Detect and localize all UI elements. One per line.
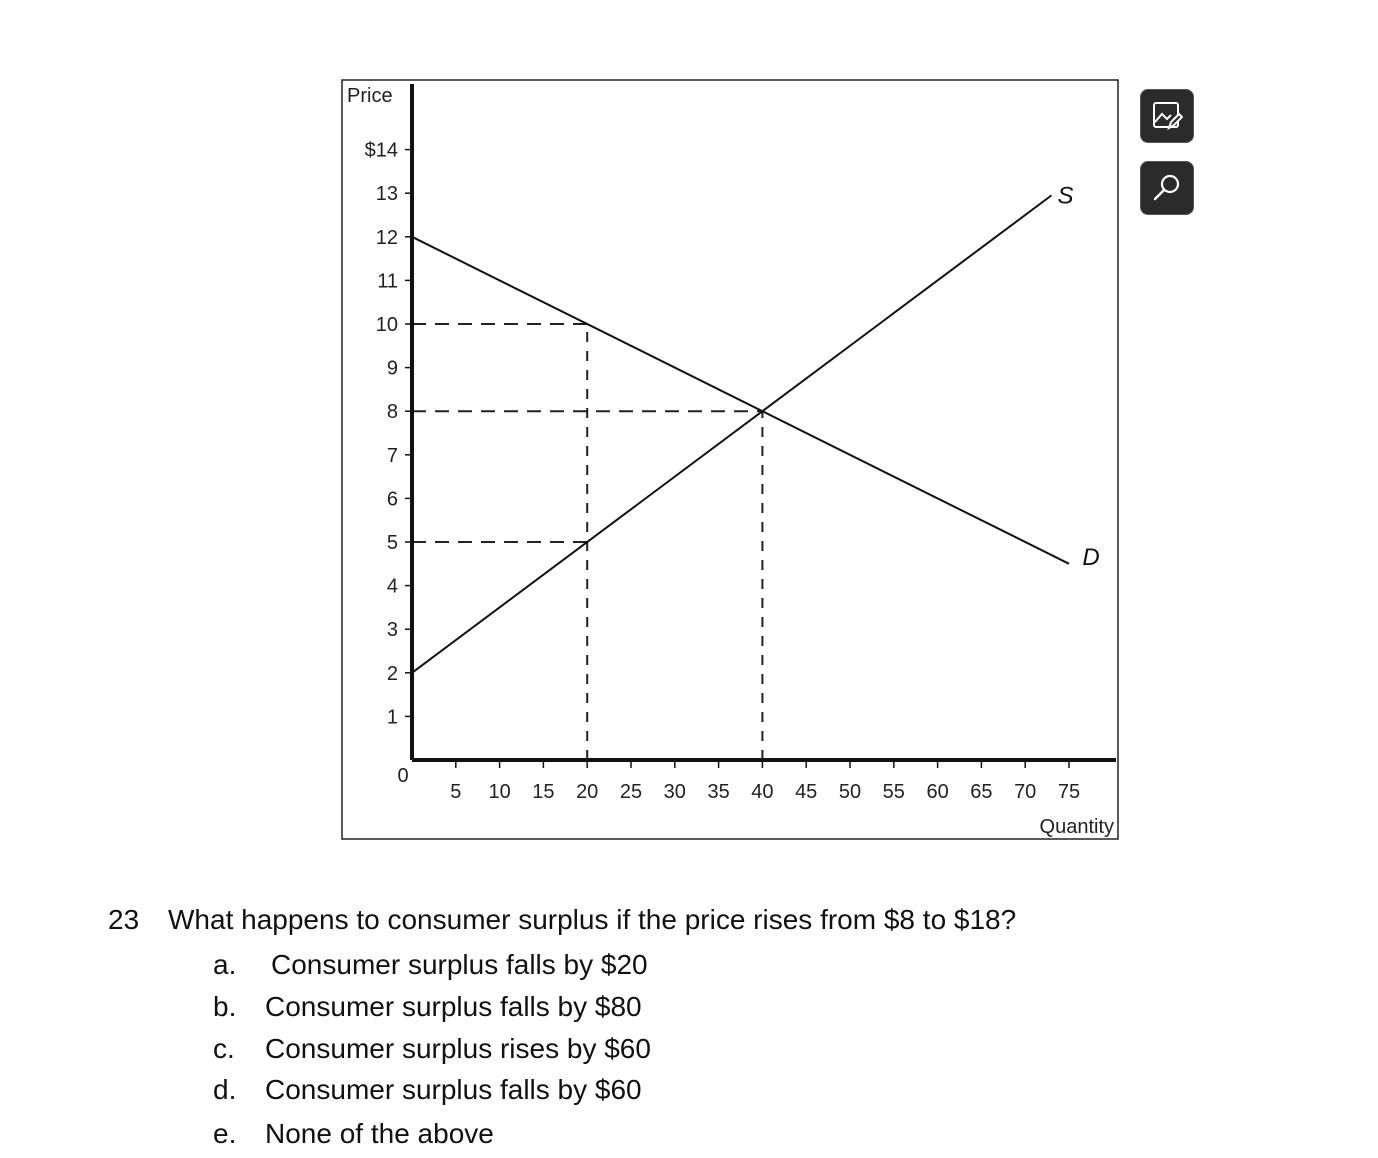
option-letter: b.: [213, 991, 237, 1022]
x-tick-label: 5: [450, 781, 462, 803]
x-tick-label: 10: [488, 781, 511, 803]
option-b[interactable]: [213, 991, 642, 1023]
y-tick-label: 11: [377, 270, 398, 293]
x-tick-label: 70: [1014, 781, 1037, 803]
x-tick-label: 20: [576, 781, 599, 803]
y-tick-label: 13: [375, 183, 398, 206]
option-text: None of the above: [265, 1118, 494, 1149]
x-tick-label: 30: [663, 781, 686, 803]
chart-frame: [342, 80, 1118, 839]
x-tick-label: 50: [838, 781, 862, 803]
y-tick-label: 8: [386, 401, 398, 424]
image-edit-icon: [1151, 100, 1183, 132]
y-axis-label: Price: [347, 85, 393, 107]
option-e[interactable]: [213, 1118, 494, 1150]
question-number: 23: [108, 904, 140, 935]
y-tick-label: 3: [386, 619, 398, 642]
option-text: Consumer surplus falls by $20: [271, 949, 648, 980]
x-tick-label: 25: [619, 781, 643, 803]
x-tick-label: 55: [882, 781, 905, 803]
y-tick-label: 6: [386, 488, 398, 511]
option-text: Consumer surplus rises by $60: [265, 1033, 651, 1064]
option-d[interactable]: [213, 1074, 642, 1106]
question-text: What happens to consumer surplus if the price rises from $8 to $18?: [168, 904, 1017, 935]
option-text: Consumer surplus falls by $80: [265, 991, 642, 1022]
x-tick-label: 45: [795, 781, 818, 803]
search-icon: [1151, 172, 1183, 204]
y-tick-label: 1: [386, 706, 398, 729]
y-tick-label: 7: [386, 444, 398, 467]
option-text: Consumer surplus falls by $60: [265, 1074, 642, 1105]
option-letter: e.: [213, 1118, 237, 1149]
y-tick-label: $14: [364, 139, 398, 162]
x-tick-label: 35: [707, 781, 730, 803]
x-tick-label: 40: [751, 781, 774, 803]
x-tick-label: 60: [926, 781, 949, 803]
option-a[interactable]: [213, 949, 648, 981]
y-tick-label: 2: [386, 662, 398, 685]
option-letter: d.: [213, 1074, 237, 1105]
option-letter: c.: [213, 1033, 235, 1064]
y-tick-label: 12: [375, 226, 398, 249]
x-axis-label: Quantity: [1039, 816, 1114, 838]
zoom-button[interactable]: [1140, 161, 1194, 215]
x-tick-label: 65: [970, 781, 993, 803]
option-c[interactable]: [213, 1033, 651, 1065]
series-label-d: D: [1082, 543, 1100, 571]
x-tick-label: 75: [1057, 781, 1081, 803]
image-edit-button[interactable]: [1140, 89, 1194, 143]
option-letter: a.: [213, 949, 237, 980]
series-label-s: S: [1057, 182, 1074, 210]
y-tick-label: 5: [386, 532, 398, 554]
y-tick-label: 9: [386, 357, 398, 380]
y-tick-label: 4: [386, 575, 398, 598]
origin-label: 0: [397, 765, 409, 787]
y-tick-label: 10: [375, 314, 398, 336]
x-tick-label: 15: [532, 781, 555, 803]
